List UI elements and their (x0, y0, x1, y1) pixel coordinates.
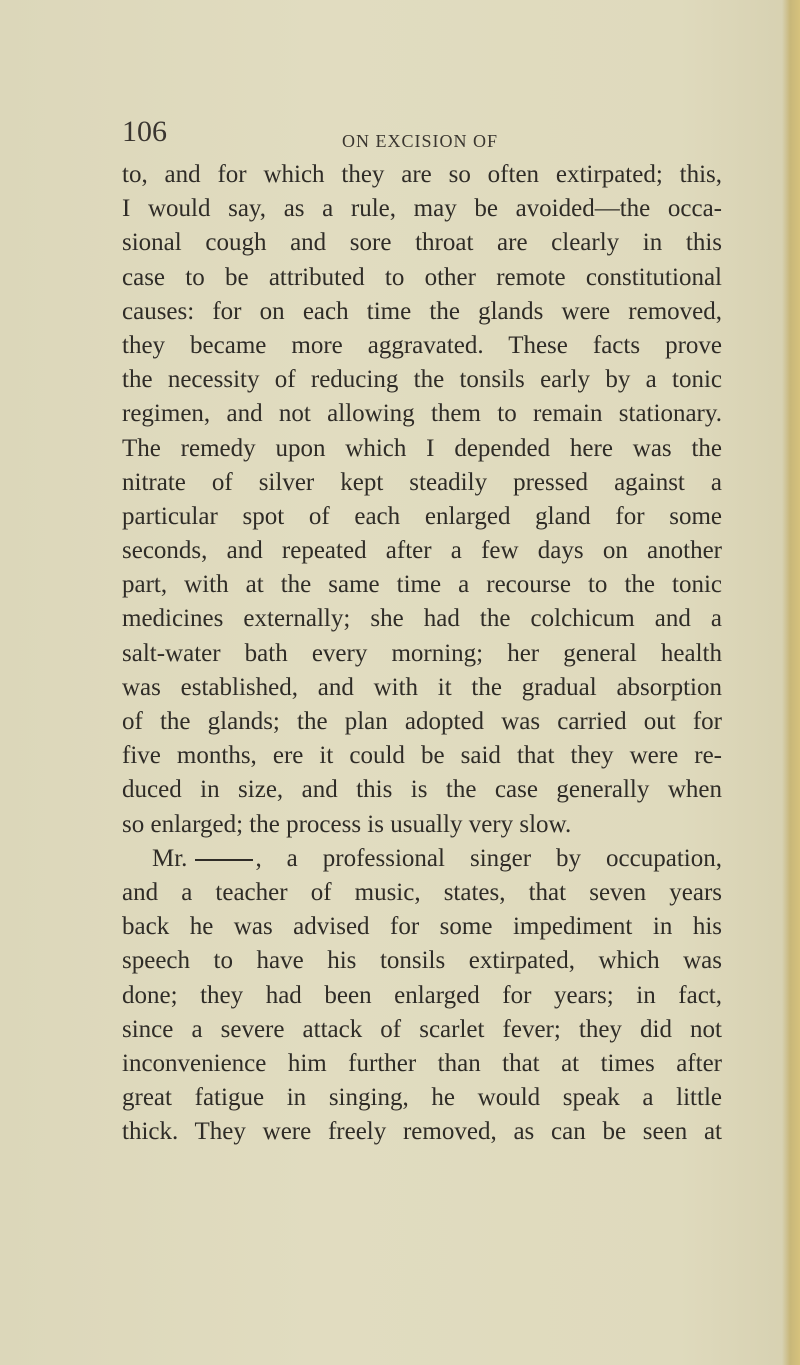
page-edge (782, 0, 800, 1365)
paragraph-start-line (122, 842, 722, 876)
text-line: duced in size, and this is the case generally when (122, 776, 722, 804)
text-line: part, with at the same time a recourse to the tonic (122, 571, 722, 599)
text-line: back he was advised for some impediment in his (122, 913, 722, 941)
text-line: sional cough and sore throat are clearly in this (122, 229, 722, 257)
text-line: medicines externally; she had the colchicum and a (122, 605, 722, 633)
text-line: causes: for on each time the glands were removed, (122, 297, 722, 325)
text-line: to, and for which they are so often extirpated; this, (122, 161, 722, 188)
text-line: great fatigue in singing, he would speak a little (122, 1084, 722, 1112)
text-line: they became more aggravated. These facts prove (122, 331, 722, 359)
running-head: ON EXCISION OF (342, 131, 499, 151)
page-header (0, 115, 800, 155)
text-line: speech to have his tonsils extirpated, which was (122, 947, 722, 975)
text-line: seconds, and repeated after a few days on another (122, 537, 722, 565)
text-line: of the glands; the plan adopted was carried out for (122, 708, 722, 735)
text-line: inconvenience him further than that at times after (122, 1049, 722, 1077)
text-line: since a severe attack of scarlet fever; they did not (122, 1015, 722, 1043)
text-line: five months, ere it could be said that they were re- (122, 742, 722, 770)
text-line: case to be attributed to other remote constitutional (122, 263, 722, 291)
text-line: so enlarged; the process is usually very slow. (122, 810, 572, 838)
text-line: the necessity of reducing the tonsils early by a tonic (122, 366, 722, 394)
text-line: The remedy upon which I depended here was the (122, 434, 722, 462)
text-line: was established, and with it the gradual absorption (122, 673, 722, 701)
text-line: regimen, and not allowing them to remain stationary. (122, 400, 722, 428)
text-line: done; they had been enlarged for years; in fact, (122, 981, 722, 1009)
name-omission-dash (195, 859, 253, 862)
body-text (122, 158, 722, 1149)
text-line: I would say, as a rule, may be avoided—the occa- (122, 195, 722, 223)
text-line: particular spot of each enlarged gland for some (122, 502, 722, 530)
page-number: 106 (122, 115, 167, 148)
salutation: Mr. (152, 844, 188, 872)
text-line: thick. They were freely removed, as can be seen at (122, 1118, 722, 1146)
text-line: nitrate of silver kept steadily pressed against a (122, 468, 722, 496)
text-line: salt-water bath every morning; her general health (122, 639, 722, 667)
text-line: and a teacher of music, states, that seven years (122, 878, 722, 906)
line-remainder: , a professional singer by occupation, (255, 844, 722, 872)
